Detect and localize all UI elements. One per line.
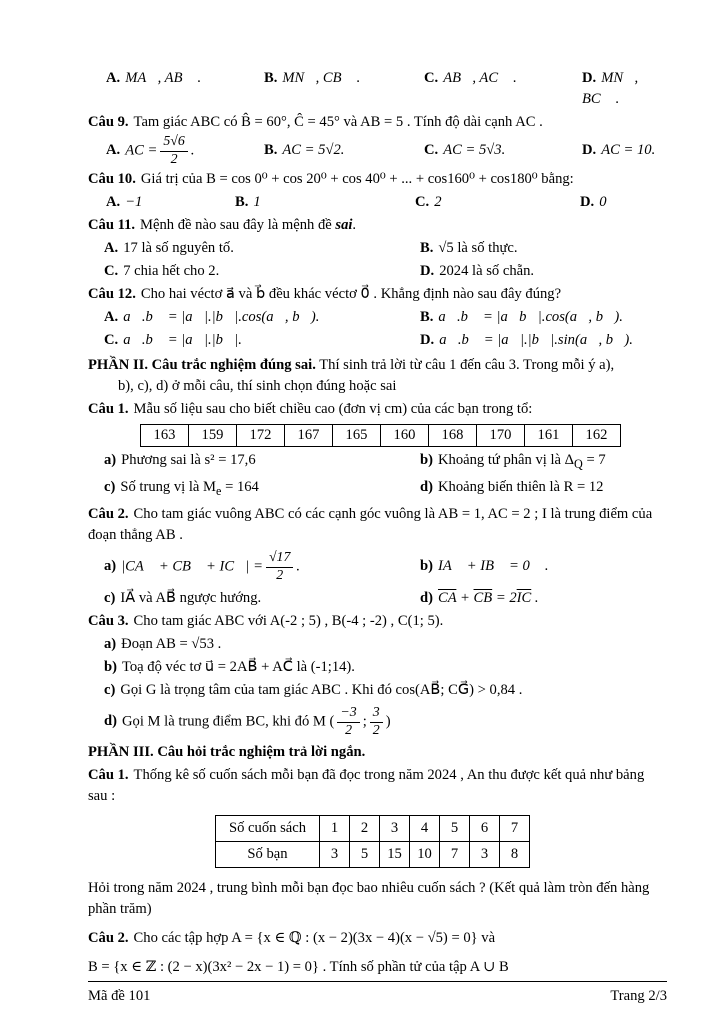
table-cell: 163 <box>141 425 189 447</box>
item-text: = 164 <box>221 479 259 496</box>
option-c <box>415 192 580 213</box>
option-text: a⃗.b⃗ = |a⃗|.|b⃗|. <box>123 332 242 349</box>
question-11 <box>88 215 665 236</box>
option-b <box>235 192 415 213</box>
part2-heading <box>88 355 665 376</box>
option-a <box>104 238 420 259</box>
item-text: |CA⃗ + CB⃗ + IC⃗| = <box>121 558 263 575</box>
item-d <box>420 477 665 498</box>
question-text: Thống kê số cuốn sách mỗi bạn đã đọc trong năm 2024 , An thu được kết quả như bảng sau : <box>88 767 645 805</box>
option-label: D. <box>580 194 595 211</box>
table-cell: 7 <box>440 842 470 868</box>
option-label: B. <box>420 240 434 257</box>
q9-options-row <box>88 135 665 167</box>
table-row <box>216 842 530 868</box>
option-text: AC = 10. <box>601 142 656 159</box>
item-a <box>104 551 420 583</box>
option-b <box>264 68 424 89</box>
option-a <box>106 192 235 213</box>
question-text: Tam giác ABC có B̂ = 60°, Ĉ = 45° và AB = 5 . Tính độ dài cạnh AC . <box>133 114 543 130</box>
option-label: B. <box>264 142 278 159</box>
q11-options-row-2 <box>88 261 665 282</box>
option-label: C. <box>104 332 119 349</box>
question-text: Mẫu số liệu sau cho biết chiều cao (đơn vị cm) của các bạn trong tổ: <box>133 401 533 418</box>
item-text: . <box>296 558 301 575</box>
table-cell: 15 <box>380 842 410 868</box>
item-text: = 2 <box>492 590 517 607</box>
table-cell: 7 <box>500 816 530 842</box>
option-label: B. <box>235 194 249 211</box>
table-row <box>216 816 530 842</box>
option-text: 1 <box>253 194 261 211</box>
table-cell: 3 <box>470 842 500 868</box>
fraction <box>337 706 359 738</box>
option-label: A. <box>106 70 121 86</box>
p2q3-item-b <box>88 657 665 678</box>
option-text: AC = <box>125 142 158 159</box>
item-c <box>104 477 420 502</box>
item-c <box>104 588 420 609</box>
table-cell: 6 <box>470 816 500 842</box>
question-number: Câu 1. <box>88 401 129 418</box>
option-label: A. <box>106 194 121 211</box>
option-c <box>104 330 420 351</box>
option-label: B. <box>420 309 434 326</box>
option-label: A. <box>106 142 121 159</box>
question-number: Câu 2. <box>88 505 129 522</box>
question-number: Câu 10. <box>88 171 136 188</box>
q11-options-row-1 <box>88 238 665 259</box>
table-cell: 160 <box>381 425 429 447</box>
fraction <box>266 551 293 583</box>
page-footer <box>88 981 667 1007</box>
option-c <box>424 68 582 89</box>
item-label: d) <box>420 590 433 607</box>
item-text: . <box>531 590 539 607</box>
table-header-cell: Số cuốn sách <box>216 816 320 842</box>
fraction-numerator: √17 <box>266 551 293 568</box>
item-text: IA⃗ và AB⃗ ngược hướng. <box>120 590 262 607</box>
p3-question-2 <box>88 928 665 949</box>
item-label: b) <box>420 558 433 575</box>
item-text: Khoảng tứ phân vị là Δ <box>437 452 575 469</box>
fraction-denominator: 2 <box>372 722 380 738</box>
q10-options-row <box>88 192 665 213</box>
item-b <box>420 556 665 577</box>
option-label: D. <box>582 142 597 159</box>
option-text: MN⃗, CB⃗ . <box>282 70 361 86</box>
p3-question-1 <box>88 765 665 807</box>
table-cell: 167 <box>285 425 333 447</box>
footer-exam-code: Mã đề 101 <box>88 988 151 1004</box>
question-number: Câu 1. <box>88 767 129 784</box>
fraction-denominator: 2 <box>170 151 178 167</box>
q8-options-row <box>88 68 665 110</box>
table-cell: 3 <box>380 816 410 842</box>
item-label: a) <box>104 636 117 653</box>
item-label: a) <box>104 452 117 469</box>
table-cell: 172 <box>237 425 285 447</box>
option-label: B. <box>264 70 278 86</box>
question-text-emphasis: sai <box>335 217 353 234</box>
vector-overline: $\overline{CB}$ <box>473 590 493 607</box>
fraction <box>370 706 383 738</box>
option-text: 17 là số nguyên tố. <box>123 240 234 257</box>
option-text: MA⃗, AB⃗ . <box>125 70 202 86</box>
option-b <box>420 238 665 259</box>
p2q3-item-d <box>88 706 665 738</box>
table-cell: 170 <box>477 425 525 447</box>
vector-overline: $\overline{IC}$ <box>516 590 532 607</box>
option-text: a⃗.b⃗ = |a⃗|.|b⃗|.sin(a⃗, b⃗). <box>439 332 633 349</box>
option-text: a⃗.b⃗ = |a⃗|.|b⃗|.cos(a⃗, b⃗). <box>123 309 320 326</box>
question-number: Câu 11. <box>88 217 136 234</box>
question-text: Cho tam giác vuông ABC có các cạnh góc vuông là AB = 1, AC = 2 ; I là trung điểm của đoạn thẳng AB . <box>88 505 653 543</box>
item-text: Số trung vị là M <box>120 479 217 496</box>
item-text: = 7 <box>582 452 606 469</box>
option-text: √5 là số thực. <box>438 240 518 257</box>
option-text: a⃗.b⃗ = |a⃗b⃗|.cos(a⃗, b⃗). <box>438 309 623 326</box>
table-cell: 8 <box>500 842 530 868</box>
option-c <box>424 140 582 161</box>
option-text: −1 <box>125 194 143 211</box>
p3q1-question-prompt: Hỏi trong năm 2024 , trung bình mỗi bạn đọc bao nhiêu cuốn sách ? (Kết quả làm tròn đến hàng phần trăm) <box>88 880 650 918</box>
item-text: Phương sai là s² = 17,6 <box>121 452 256 469</box>
item-label: c) <box>104 682 116 699</box>
item-label: d) <box>420 479 433 496</box>
item-d <box>420 588 665 609</box>
option-text: 7 chia hết cho 2. <box>123 263 220 280</box>
part2-heading-line2: b), c), d) ở mỗi câu, thí sinh chọn đúng hoặc sai <box>118 378 397 395</box>
option-c <box>104 261 420 282</box>
p2q3-item-a <box>88 634 665 655</box>
option-a <box>104 307 420 328</box>
table-row <box>141 425 621 447</box>
option-label: D. <box>420 332 435 349</box>
option-d <box>580 192 665 213</box>
item-text: Toạ độ véc tơ u⃗ = 2AB⃗ + AC⃗ là (-1;14). <box>121 659 355 676</box>
table-cell: 3 <box>320 842 350 868</box>
p2q1-items-row-1 <box>88 450 665 475</box>
option-a <box>106 68 264 89</box>
question-text: . <box>352 217 357 234</box>
item-label: d) <box>104 713 117 730</box>
p2-question-1 <box>88 399 665 420</box>
item-text: IA⃗ + IB⃗ = 0⃗ . <box>437 558 549 575</box>
subscript: Q <box>574 457 583 472</box>
option-label: D. <box>582 70 597 86</box>
part2-heading-bold: PHẦN II. Câu trắc nghiệm đúng sai. <box>88 357 316 374</box>
item-label: c) <box>104 479 116 496</box>
p2q3-item-c <box>88 680 665 701</box>
option-text: AB⃗, AC⃗ . <box>443 70 517 86</box>
table-cell: 5 <box>440 816 470 842</box>
question-text: Cho hai véctơ a⃗ và b⃗ đều khác véctơ 0⃗ . Khẳng định nào sau đây đúng? <box>140 286 562 303</box>
p3-question-2-line2: B = {x ∈ ℤ : (2 − x)(3x² − 2x − 1) = 0} . Tính số phần tử của tập A ∪ B <box>88 959 509 976</box>
option-d <box>420 330 665 351</box>
height-data-table <box>140 424 621 447</box>
item-text: Gọi M là trung điểm BC, khi đó M ( <box>121 713 335 730</box>
question-number: Câu 9. <box>88 114 129 130</box>
item-text: ; <box>362 713 367 730</box>
option-text: 0 <box>599 194 607 211</box>
option-text: 2 <box>434 194 442 211</box>
table-cell: 10 <box>410 842 440 868</box>
question-text: Giá trị của B = cos 0⁰ + cos 20⁰ + cos 40⁰ + ... + cos160⁰ + cos180⁰ bằng: <box>140 171 574 188</box>
table-cell: 5 <box>350 842 380 868</box>
fraction <box>160 135 187 167</box>
question-9 <box>88 112 665 133</box>
item-label: b) <box>104 659 117 676</box>
p2q2-items-row-1 <box>88 551 665 583</box>
vector-overline: $\overline{CA}$ <box>437 590 457 607</box>
item-text: + <box>456 590 474 607</box>
table-cell: 1 <box>320 816 350 842</box>
question-number: Câu 2. <box>88 930 129 947</box>
item-a <box>104 450 420 471</box>
question-12 <box>88 284 665 305</box>
books-frequency-table <box>215 815 530 868</box>
fraction-numerator: 3 <box>370 706 383 723</box>
option-d <box>582 68 665 110</box>
question-number: Câu 12. <box>88 286 136 303</box>
option-text: . <box>190 142 195 159</box>
option-b <box>264 140 424 161</box>
table-cell: 162 <box>573 425 621 447</box>
subscript: e <box>216 483 222 498</box>
question-text: Cho tam giác ABC với A(-2 ; 5) , B(-4 ; -2) , C(1; 5). <box>133 613 444 630</box>
footer-page-number: Trang 2/3 <box>610 988 667 1004</box>
option-label: C. <box>424 142 439 159</box>
option-b <box>420 307 665 328</box>
fraction-numerator: 5√6 <box>160 135 187 152</box>
table-header-cell: Số bạn <box>216 842 320 868</box>
fraction-denominator: 2 <box>345 722 353 738</box>
option-text: 2024 là số chẵn. <box>439 263 535 280</box>
table-cell: 2 <box>350 816 380 842</box>
option-d <box>582 140 665 161</box>
item-text: ) <box>385 713 391 730</box>
option-a <box>106 135 264 167</box>
option-label: A. <box>104 309 119 326</box>
question-number: Câu 3. <box>88 613 129 630</box>
option-label: C. <box>415 194 430 211</box>
item-label: b) <box>420 452 433 469</box>
item-label: c) <box>104 590 116 607</box>
option-d <box>420 261 665 282</box>
option-text: AC = 5√2. <box>282 142 345 159</box>
fraction-denominator: 2 <box>276 567 284 583</box>
item-text: Đoạn AB = √53 . <box>121 636 222 653</box>
table-cell: 159 <box>189 425 237 447</box>
fraction-numerator: −3 <box>337 706 359 723</box>
p2q1-items-row-2 <box>88 477 665 502</box>
item-text: Gọi G là trọng tâm của tam giác ABC . Khi đó cos(AB⃗; CG⃗) > 0,84 . <box>120 682 523 699</box>
option-label: A. <box>104 240 119 257</box>
item-label: a) <box>104 558 117 575</box>
p2-question-3 <box>88 611 665 632</box>
question-text: Mệnh đề nào sau đây là mệnh đề <box>140 217 336 234</box>
p2q2-items-row-2 <box>88 588 665 609</box>
q12-options-row-1 <box>88 307 665 328</box>
p2-question-2 <box>88 504 665 546</box>
q12-options-row-2 <box>88 330 665 351</box>
item-b <box>420 450 665 475</box>
question-10 <box>88 169 665 190</box>
table-cell: 168 <box>429 425 477 447</box>
table-cell: 4 <box>410 816 440 842</box>
option-label: D. <box>420 263 435 280</box>
part3-heading: PHẦN III. Câu hỏi trắc nghiệm trả lời ngắn. <box>88 744 366 761</box>
table-cell: 161 <box>525 425 573 447</box>
part2-heading-rest: Thí sinh trả lời từ câu 1 đến câu 3. Trong mỗi ý a), <box>315 357 615 374</box>
option-text: AC = 5√3. <box>443 142 506 159</box>
option-label: C. <box>424 70 439 86</box>
option-text: MN⃗, BC⃗ . <box>582 70 639 107</box>
item-text: Khoảng biến thiên là R = 12 <box>437 479 604 496</box>
table-cell: 165 <box>333 425 381 447</box>
question-text: Cho các tập hợp A = {x ∈ ℚ : (x − 2)(3x − 4)(x − √5) = 0} và <box>133 930 496 947</box>
option-label: C. <box>104 263 119 280</box>
